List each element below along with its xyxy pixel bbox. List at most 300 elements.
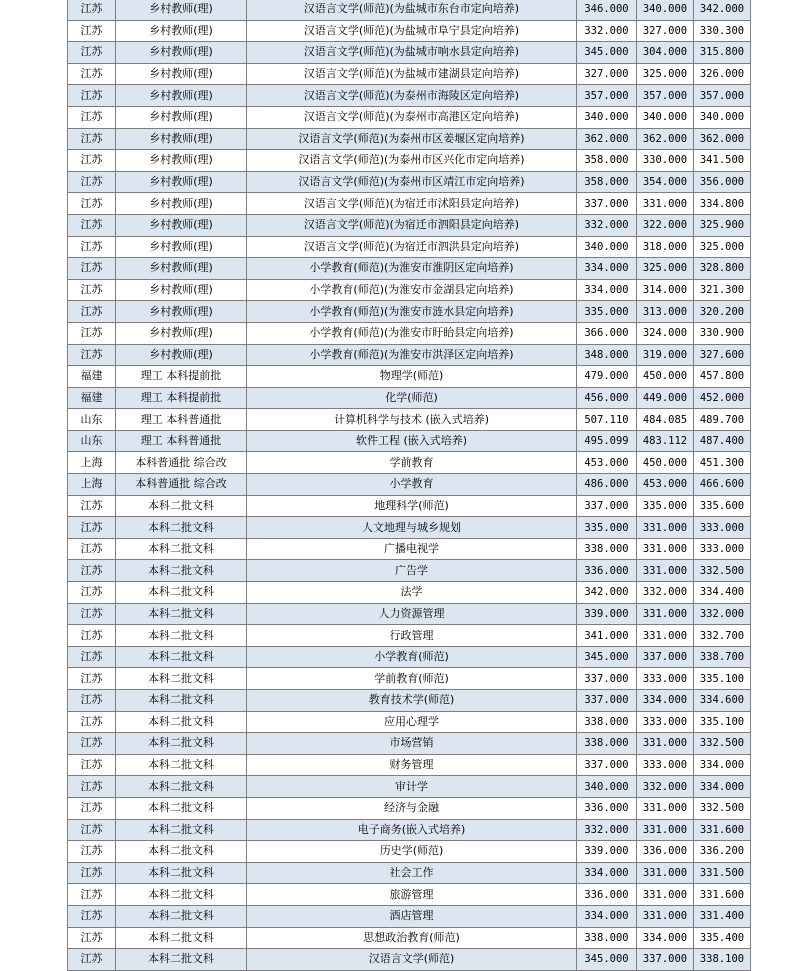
major-cell: 酒店管理	[247, 905, 577, 927]
batch-cell: 乡村教师(理)	[116, 236, 247, 258]
max-score-cell: 332.000	[577, 214, 637, 236]
min-score-cell: 332.000	[637, 582, 694, 604]
province-cell: 江苏	[68, 85, 116, 107]
min-score-cell: 335.000	[637, 495, 694, 517]
table-row	[68, 538, 751, 560]
avg-score-cell: 332.500	[694, 560, 751, 582]
min-score-cell: 336.000	[637, 841, 694, 863]
major-cell: 教育技术学(师范)	[247, 690, 577, 712]
max-score-cell: 366.000	[577, 322, 637, 344]
max-score-cell: 345.000	[577, 949, 637, 971]
avg-score-cell: 335.100	[694, 711, 751, 733]
table-row	[68, 85, 751, 107]
avg-score-cell: 356.000	[694, 171, 751, 193]
major-cell: 应用心理学	[247, 711, 577, 733]
avg-score-cell: 457.800	[694, 366, 751, 388]
major-cell: 学前教育	[247, 452, 577, 474]
table-row	[68, 236, 751, 258]
province-cell: 江苏	[68, 625, 116, 647]
avg-score-cell: 340.000	[694, 106, 751, 128]
avg-score-cell: 362.000	[694, 128, 751, 150]
province-cell: 江苏	[68, 322, 116, 344]
avg-score-cell: 332.500	[694, 797, 751, 819]
batch-cell: 理工 本科提前批	[116, 366, 247, 388]
major-cell: 小学教育	[247, 474, 577, 496]
province-cell: 江苏	[68, 841, 116, 863]
province-cell: 江苏	[68, 538, 116, 560]
avg-score-cell: 338.700	[694, 646, 751, 668]
province-cell: 山东	[68, 430, 116, 452]
province-cell: 江苏	[68, 711, 116, 733]
major-cell: 物理学(师范)	[247, 366, 577, 388]
min-score-cell: 331.000	[637, 884, 694, 906]
province-cell: 上海	[68, 452, 116, 474]
min-score-cell: 483.112	[637, 430, 694, 452]
min-score-cell: 314.000	[637, 279, 694, 301]
avg-score-cell: 334.600	[694, 690, 751, 712]
table-row	[68, 884, 751, 906]
avg-score-cell: 335.100	[694, 668, 751, 690]
table-row	[68, 646, 751, 668]
province-cell: 福建	[68, 366, 116, 388]
province-cell: 江苏	[68, 668, 116, 690]
max-score-cell: 345.000	[577, 42, 637, 64]
table-row	[68, 862, 751, 884]
avg-score-cell: 466.600	[694, 474, 751, 496]
province-cell: 江苏	[68, 258, 116, 280]
avg-score-cell: 331.400	[694, 905, 751, 927]
major-cell: 汉语言文学(师范)(为泰州市高港区定向培养)	[247, 106, 577, 128]
province-cell: 江苏	[68, 560, 116, 582]
table-row	[68, 733, 751, 755]
min-score-cell: 304.000	[637, 42, 694, 64]
province-cell: 上海	[68, 474, 116, 496]
min-score-cell: 331.000	[637, 603, 694, 625]
batch-cell: 本科二批文科	[116, 797, 247, 819]
avg-score-cell: 333.000	[694, 517, 751, 539]
batch-cell: 本科二批文科	[116, 625, 247, 647]
avg-score-cell: 331.600	[694, 819, 751, 841]
avg-score-cell: 335.600	[694, 495, 751, 517]
max-score-cell: 507.110	[577, 409, 637, 431]
major-cell: 广播电视学	[247, 538, 577, 560]
batch-cell: 本科二批文科	[116, 841, 247, 863]
table-row	[68, 128, 751, 150]
province-cell: 江苏	[68, 517, 116, 539]
major-cell: 旅游管理	[247, 884, 577, 906]
min-score-cell: 325.000	[637, 258, 694, 280]
major-cell: 化学(师范)	[247, 387, 577, 409]
min-score-cell: 327.000	[637, 20, 694, 42]
major-cell: 汉语言文学(师范)(为盐城市东台市定向培养)	[247, 0, 577, 20]
table-row	[68, 495, 751, 517]
max-score-cell: 358.000	[577, 150, 637, 172]
major-cell: 软件工程 (嵌入式培养)	[247, 430, 577, 452]
major-cell: 汉语言文学(师范)(为泰州市区靖江市定向培养)	[247, 171, 577, 193]
major-cell: 汉语言文学(师范)(为盐城市响水县定向培养)	[247, 42, 577, 64]
avg-score-cell: 334.000	[694, 776, 751, 798]
min-score-cell: 331.000	[637, 193, 694, 215]
province-cell: 江苏	[68, 214, 116, 236]
table-row	[68, 322, 751, 344]
major-cell: 汉语言文学(师范)(为泰州市区兴化市定向培养)	[247, 150, 577, 172]
max-score-cell: 338.000	[577, 733, 637, 755]
max-score-cell: 336.000	[577, 797, 637, 819]
batch-cell: 理工 本科普通批	[116, 409, 247, 431]
table-row	[68, 258, 751, 280]
major-cell: 社会工作	[247, 862, 577, 884]
province-cell: 江苏	[68, 797, 116, 819]
province-cell: 江苏	[68, 582, 116, 604]
avg-score-cell: 334.000	[694, 754, 751, 776]
max-score-cell: 479.000	[577, 366, 637, 388]
batch-cell: 乡村教师(理)	[116, 85, 247, 107]
max-score-cell: 346.000	[577, 0, 637, 20]
min-score-cell: 318.000	[637, 236, 694, 258]
table-row	[68, 711, 751, 733]
major-cell: 历史学(师范)	[247, 841, 577, 863]
avg-score-cell: 325.900	[694, 214, 751, 236]
max-score-cell: 348.000	[577, 344, 637, 366]
batch-cell: 本科二批文科	[116, 668, 247, 690]
province-cell: 江苏	[68, 106, 116, 128]
avg-score-cell: 335.400	[694, 927, 751, 949]
batch-cell: 本科普通批 综合改	[116, 474, 247, 496]
batch-cell: 本科二批文科	[116, 905, 247, 927]
table-row	[68, 927, 751, 949]
min-score-cell: 313.000	[637, 301, 694, 323]
province-cell: 江苏	[68, 905, 116, 927]
major-cell: 计算机科学与技术 (嵌入式培养)	[247, 409, 577, 431]
avg-score-cell: 334.800	[694, 193, 751, 215]
major-cell: 汉语言文学(师范)(为泰州市区姜堰区定向培养)	[247, 128, 577, 150]
major-cell: 经济与金融	[247, 797, 577, 819]
batch-cell: 乡村教师(理)	[116, 279, 247, 301]
province-cell: 江苏	[68, 0, 116, 20]
province-cell: 江苏	[68, 927, 116, 949]
max-score-cell: 453.000	[577, 452, 637, 474]
table-row	[68, 603, 751, 625]
avg-score-cell: 341.500	[694, 150, 751, 172]
min-score-cell: 331.000	[637, 819, 694, 841]
avg-score-cell: 331.600	[694, 884, 751, 906]
min-score-cell: 331.000	[637, 538, 694, 560]
major-cell: 法学	[247, 582, 577, 604]
table-row	[68, 841, 751, 863]
province-cell: 江苏	[68, 236, 116, 258]
batch-cell: 乡村教师(理)	[116, 150, 247, 172]
batch-cell: 本科普通批 综合改	[116, 452, 247, 474]
max-score-cell: 337.000	[577, 495, 637, 517]
max-score-cell: 339.000	[577, 603, 637, 625]
province-cell: 江苏	[68, 20, 116, 42]
min-score-cell: 453.000	[637, 474, 694, 496]
table-row	[68, 214, 751, 236]
batch-cell: 乡村教师(理)	[116, 214, 247, 236]
batch-cell: 乡村教师(理)	[116, 322, 247, 344]
min-score-cell: 331.000	[637, 905, 694, 927]
province-cell: 江苏	[68, 884, 116, 906]
major-cell: 小学教育(师范)(为淮安市涟水县定向培养)	[247, 301, 577, 323]
max-score-cell: 337.000	[577, 193, 637, 215]
max-score-cell: 342.000	[577, 582, 637, 604]
avg-score-cell: 327.600	[694, 344, 751, 366]
min-score-cell: 334.000	[637, 690, 694, 712]
min-score-cell: 322.000	[637, 214, 694, 236]
table-row	[68, 819, 751, 841]
table-row	[68, 409, 751, 431]
max-score-cell: 334.000	[577, 258, 637, 280]
province-cell: 江苏	[68, 690, 116, 712]
min-score-cell: 449.000	[637, 387, 694, 409]
major-cell: 小学教育(师范)(为淮安市洪泽区定向培养)	[247, 344, 577, 366]
table-row	[68, 905, 751, 927]
max-score-cell: 332.000	[577, 20, 637, 42]
max-score-cell: 345.000	[577, 646, 637, 668]
max-score-cell: 335.000	[577, 301, 637, 323]
max-score-cell: 338.000	[577, 711, 637, 733]
major-cell: 小学教育(师范)	[247, 646, 577, 668]
province-cell: 江苏	[68, 42, 116, 64]
table-row	[68, 560, 751, 582]
batch-cell: 本科二批文科	[116, 495, 247, 517]
major-cell: 广告学	[247, 560, 577, 582]
major-cell: 汉语言文学(师范)(为宿迁市沭阳县定向培养)	[247, 193, 577, 215]
max-score-cell: 338.000	[577, 538, 637, 560]
avg-score-cell: 326.000	[694, 63, 751, 85]
max-score-cell: 332.000	[577, 819, 637, 841]
batch-cell: 乡村教师(理)	[116, 20, 247, 42]
major-cell: 市场营销	[247, 733, 577, 755]
table-row	[68, 387, 751, 409]
batch-cell: 理工 本科普通批	[116, 430, 247, 452]
batch-cell: 本科二批文科	[116, 560, 247, 582]
major-cell: 人力资源管理	[247, 603, 577, 625]
admission-scores-table	[67, 0, 751, 971]
province-cell: 江苏	[68, 776, 116, 798]
table-row	[68, 193, 751, 215]
min-score-cell: 484.085	[637, 409, 694, 431]
batch-cell: 本科二批文科	[116, 819, 247, 841]
major-cell: 学前教育(师范)	[247, 668, 577, 690]
batch-cell: 本科二批文科	[116, 927, 247, 949]
table-row	[68, 690, 751, 712]
table-row	[68, 452, 751, 474]
max-score-cell: 495.099	[577, 430, 637, 452]
avg-score-cell: 338.100	[694, 949, 751, 971]
table-row	[68, 797, 751, 819]
table-row	[68, 42, 751, 64]
batch-cell: 乡村教师(理)	[116, 42, 247, 64]
batch-cell: 本科二批文科	[116, 754, 247, 776]
batch-cell: 乡村教师(理)	[116, 128, 247, 150]
batch-cell: 乡村教师(理)	[116, 344, 247, 366]
avg-score-cell: 330.900	[694, 322, 751, 344]
avg-score-cell: 342.000	[694, 0, 751, 20]
min-score-cell: 331.000	[637, 733, 694, 755]
major-cell: 汉语言文学(师范)(为盐城市建湖县定向培养)	[247, 63, 577, 85]
major-cell: 汉语言文学(师范)(为泰州市海陵区定向培养)	[247, 85, 577, 107]
avg-score-cell: 321.300	[694, 279, 751, 301]
max-score-cell: 339.000	[577, 841, 637, 863]
major-cell: 人文地理与城乡规划	[247, 517, 577, 539]
batch-cell: 乡村教师(理)	[116, 171, 247, 193]
province-cell: 江苏	[68, 301, 116, 323]
min-score-cell: 332.000	[637, 776, 694, 798]
min-score-cell: 333.000	[637, 711, 694, 733]
min-score-cell: 334.000	[637, 927, 694, 949]
table-body	[68, 0, 751, 970]
max-score-cell: 340.000	[577, 236, 637, 258]
avg-score-cell: 487.400	[694, 430, 751, 452]
max-score-cell: 338.000	[577, 927, 637, 949]
batch-cell: 本科二批文科	[116, 690, 247, 712]
min-score-cell: 337.000	[637, 646, 694, 668]
avg-score-cell: 330.300	[694, 20, 751, 42]
table-row	[68, 430, 751, 452]
min-score-cell: 333.000	[637, 668, 694, 690]
avg-score-cell: 451.300	[694, 452, 751, 474]
batch-cell: 本科二批文科	[116, 733, 247, 755]
province-cell: 江苏	[68, 646, 116, 668]
max-score-cell: 337.000	[577, 668, 637, 690]
min-score-cell: 325.000	[637, 63, 694, 85]
table-row	[68, 949, 751, 971]
min-score-cell: 331.000	[637, 862, 694, 884]
batch-cell: 本科二批文科	[116, 711, 247, 733]
province-cell: 江苏	[68, 279, 116, 301]
max-score-cell: 358.000	[577, 171, 637, 193]
table-row	[68, 301, 751, 323]
table-row	[68, 20, 751, 42]
max-score-cell: 327.000	[577, 63, 637, 85]
min-score-cell: 330.000	[637, 150, 694, 172]
batch-cell: 本科二批文科	[116, 949, 247, 971]
max-score-cell: 357.000	[577, 85, 637, 107]
max-score-cell: 334.000	[577, 905, 637, 927]
avg-score-cell: 489.700	[694, 409, 751, 431]
province-cell: 山东	[68, 409, 116, 431]
min-score-cell: 362.000	[637, 128, 694, 150]
province-cell: 江苏	[68, 150, 116, 172]
min-score-cell: 450.000	[637, 366, 694, 388]
table-row	[68, 754, 751, 776]
major-cell: 思想政治教育(师范)	[247, 927, 577, 949]
batch-cell: 乡村教师(理)	[116, 193, 247, 215]
batch-cell: 乡村教师(理)	[116, 106, 247, 128]
max-score-cell: 334.000	[577, 279, 637, 301]
major-cell: 审计学	[247, 776, 577, 798]
table-row	[68, 63, 751, 85]
table-row	[68, 344, 751, 366]
max-score-cell: 334.000	[577, 862, 637, 884]
avg-score-cell: 334.400	[694, 582, 751, 604]
major-cell: 行政管理	[247, 625, 577, 647]
table-row	[68, 517, 751, 539]
max-score-cell: 336.000	[577, 560, 637, 582]
avg-score-cell: 452.000	[694, 387, 751, 409]
max-score-cell: 335.000	[577, 517, 637, 539]
major-cell: 地理科学(师范)	[247, 495, 577, 517]
batch-cell: 乡村教师(理)	[116, 258, 247, 280]
major-cell: 财务管理	[247, 754, 577, 776]
province-cell: 福建	[68, 387, 116, 409]
batch-cell: 本科二批文科	[116, 776, 247, 798]
avg-score-cell: 332.500	[694, 733, 751, 755]
min-score-cell: 337.000	[637, 949, 694, 971]
batch-cell: 本科二批文科	[116, 862, 247, 884]
max-score-cell: 456.000	[577, 387, 637, 409]
major-cell: 小学教育(师范)(为淮安市金湖县定向培养)	[247, 279, 577, 301]
min-score-cell: 331.000	[637, 560, 694, 582]
major-cell: 汉语言文学(师范)(为盐城市阜宁县定向培养)	[247, 20, 577, 42]
table-row	[68, 171, 751, 193]
province-cell: 江苏	[68, 603, 116, 625]
avg-score-cell: 332.700	[694, 625, 751, 647]
province-cell: 江苏	[68, 171, 116, 193]
table-row	[68, 366, 751, 388]
avg-score-cell: 315.800	[694, 42, 751, 64]
batch-cell: 本科二批文科	[116, 538, 247, 560]
table-row	[68, 106, 751, 128]
batch-cell: 乡村教师(理)	[116, 301, 247, 323]
major-cell: 汉语言文学(师范)(为宿迁市泗阳县定向培养)	[247, 214, 577, 236]
avg-score-cell: 320.200	[694, 301, 751, 323]
batch-cell: 本科二批文科	[116, 884, 247, 906]
max-score-cell: 337.000	[577, 754, 637, 776]
avg-score-cell: 331.500	[694, 862, 751, 884]
major-cell: 电子商务(嵌入式培养)	[247, 819, 577, 841]
province-cell: 江苏	[68, 819, 116, 841]
min-score-cell: 331.000	[637, 517, 694, 539]
province-cell: 江苏	[68, 63, 116, 85]
major-cell: 汉语言文学(师范)(为宿迁市泗洪县定向培养)	[247, 236, 577, 258]
min-score-cell: 319.000	[637, 344, 694, 366]
max-score-cell: 486.000	[577, 474, 637, 496]
major-cell: 汉语言文学(师范)	[247, 949, 577, 971]
table-row	[68, 0, 751, 20]
table-row	[68, 776, 751, 798]
table-row	[68, 474, 751, 496]
batch-cell: 乡村教师(理)	[116, 63, 247, 85]
major-cell: 小学教育(师范)(为淮安市盱眙县定向培养)	[247, 322, 577, 344]
batch-cell: 乡村教师(理)	[116, 0, 247, 20]
max-score-cell: 362.000	[577, 128, 637, 150]
min-score-cell: 354.000	[637, 171, 694, 193]
min-score-cell: 331.000	[637, 797, 694, 819]
min-score-cell: 333.000	[637, 754, 694, 776]
avg-score-cell: 328.800	[694, 258, 751, 280]
avg-score-cell: 325.000	[694, 236, 751, 258]
min-score-cell: 340.000	[637, 106, 694, 128]
max-score-cell: 336.000	[577, 884, 637, 906]
avg-score-cell: 333.000	[694, 538, 751, 560]
province-cell: 江苏	[68, 495, 116, 517]
table-row	[68, 150, 751, 172]
max-score-cell: 337.000	[577, 690, 637, 712]
major-cell: 小学教育(师范)(为淮安市淮阴区定向培养)	[247, 258, 577, 280]
province-cell: 江苏	[68, 128, 116, 150]
province-cell: 江苏	[68, 344, 116, 366]
min-score-cell: 357.000	[637, 85, 694, 107]
avg-score-cell: 332.000	[694, 603, 751, 625]
batch-cell: 本科二批文科	[116, 603, 247, 625]
max-score-cell: 340.000	[577, 776, 637, 798]
batch-cell: 本科二批文科	[116, 582, 247, 604]
table-row	[68, 279, 751, 301]
avg-score-cell: 336.200	[694, 841, 751, 863]
province-cell: 江苏	[68, 733, 116, 755]
